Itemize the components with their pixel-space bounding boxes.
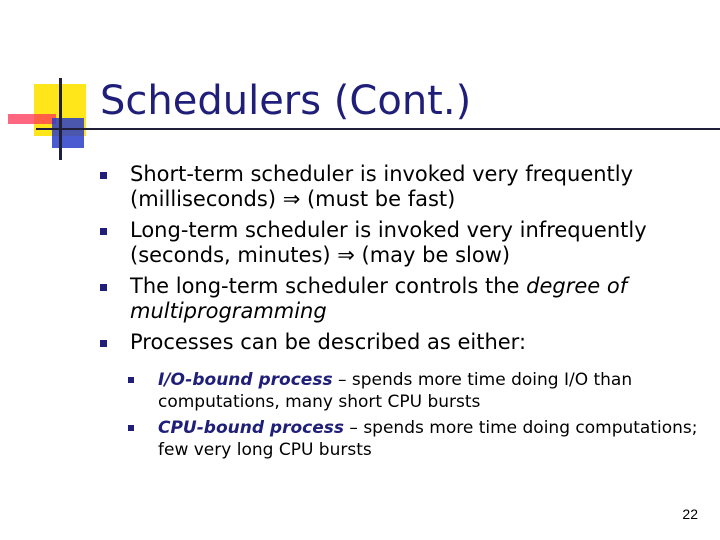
bullet-item [100, 218, 700, 268]
sub-bullet-item [128, 369, 700, 413]
bullet-list [100, 162, 700, 465]
decoration-vertical-line [59, 78, 62, 160]
decoration-blue-square [52, 118, 84, 148]
bullet-item [100, 274, 700, 324]
sub-bullet-text: – spends more time doing computations; few very long CPU bursts [158, 418, 698, 460]
page-number: 22 [682, 506, 698, 522]
bullet-text: Long-term scheduler is invoked very infrequently (seconds, minutes) ⇒ (may be slow) [130, 218, 647, 267]
bullet-text: Processes can be described as either: [130, 330, 527, 354]
bullet-text: Short-term scheduler is invoked very frequently (milliseconds) ⇒ (must be fast) [130, 162, 634, 211]
sub-bullet-item [128, 417, 700, 461]
bullet-italic-term: degree of multiprogramming [130, 274, 628, 323]
bullet-marker [100, 228, 107, 235]
bullet-item [100, 330, 700, 355]
bullet-marker [100, 340, 107, 347]
bullet-marker [128, 377, 134, 383]
slide-title: Schedulers (Cont.) [100, 78, 472, 124]
bullet-marker [100, 172, 107, 179]
bullet-item [100, 162, 700, 212]
decoration-horizontal-line [36, 128, 720, 130]
bullet-marker [100, 284, 107, 291]
term-io-bound: I/O-bound process [158, 370, 333, 390]
sub-bullet-list [128, 369, 700, 461]
term-cpu-bound: CPU-bound process [158, 418, 345, 438]
decoration-red-bar [8, 114, 56, 124]
bullet-text: The long-term scheduler controls the [130, 274, 527, 298]
bullet-marker [128, 425, 134, 431]
sub-bullet-text: – spends more time doing I/O than computations, many short CPU bursts [158, 370, 633, 412]
